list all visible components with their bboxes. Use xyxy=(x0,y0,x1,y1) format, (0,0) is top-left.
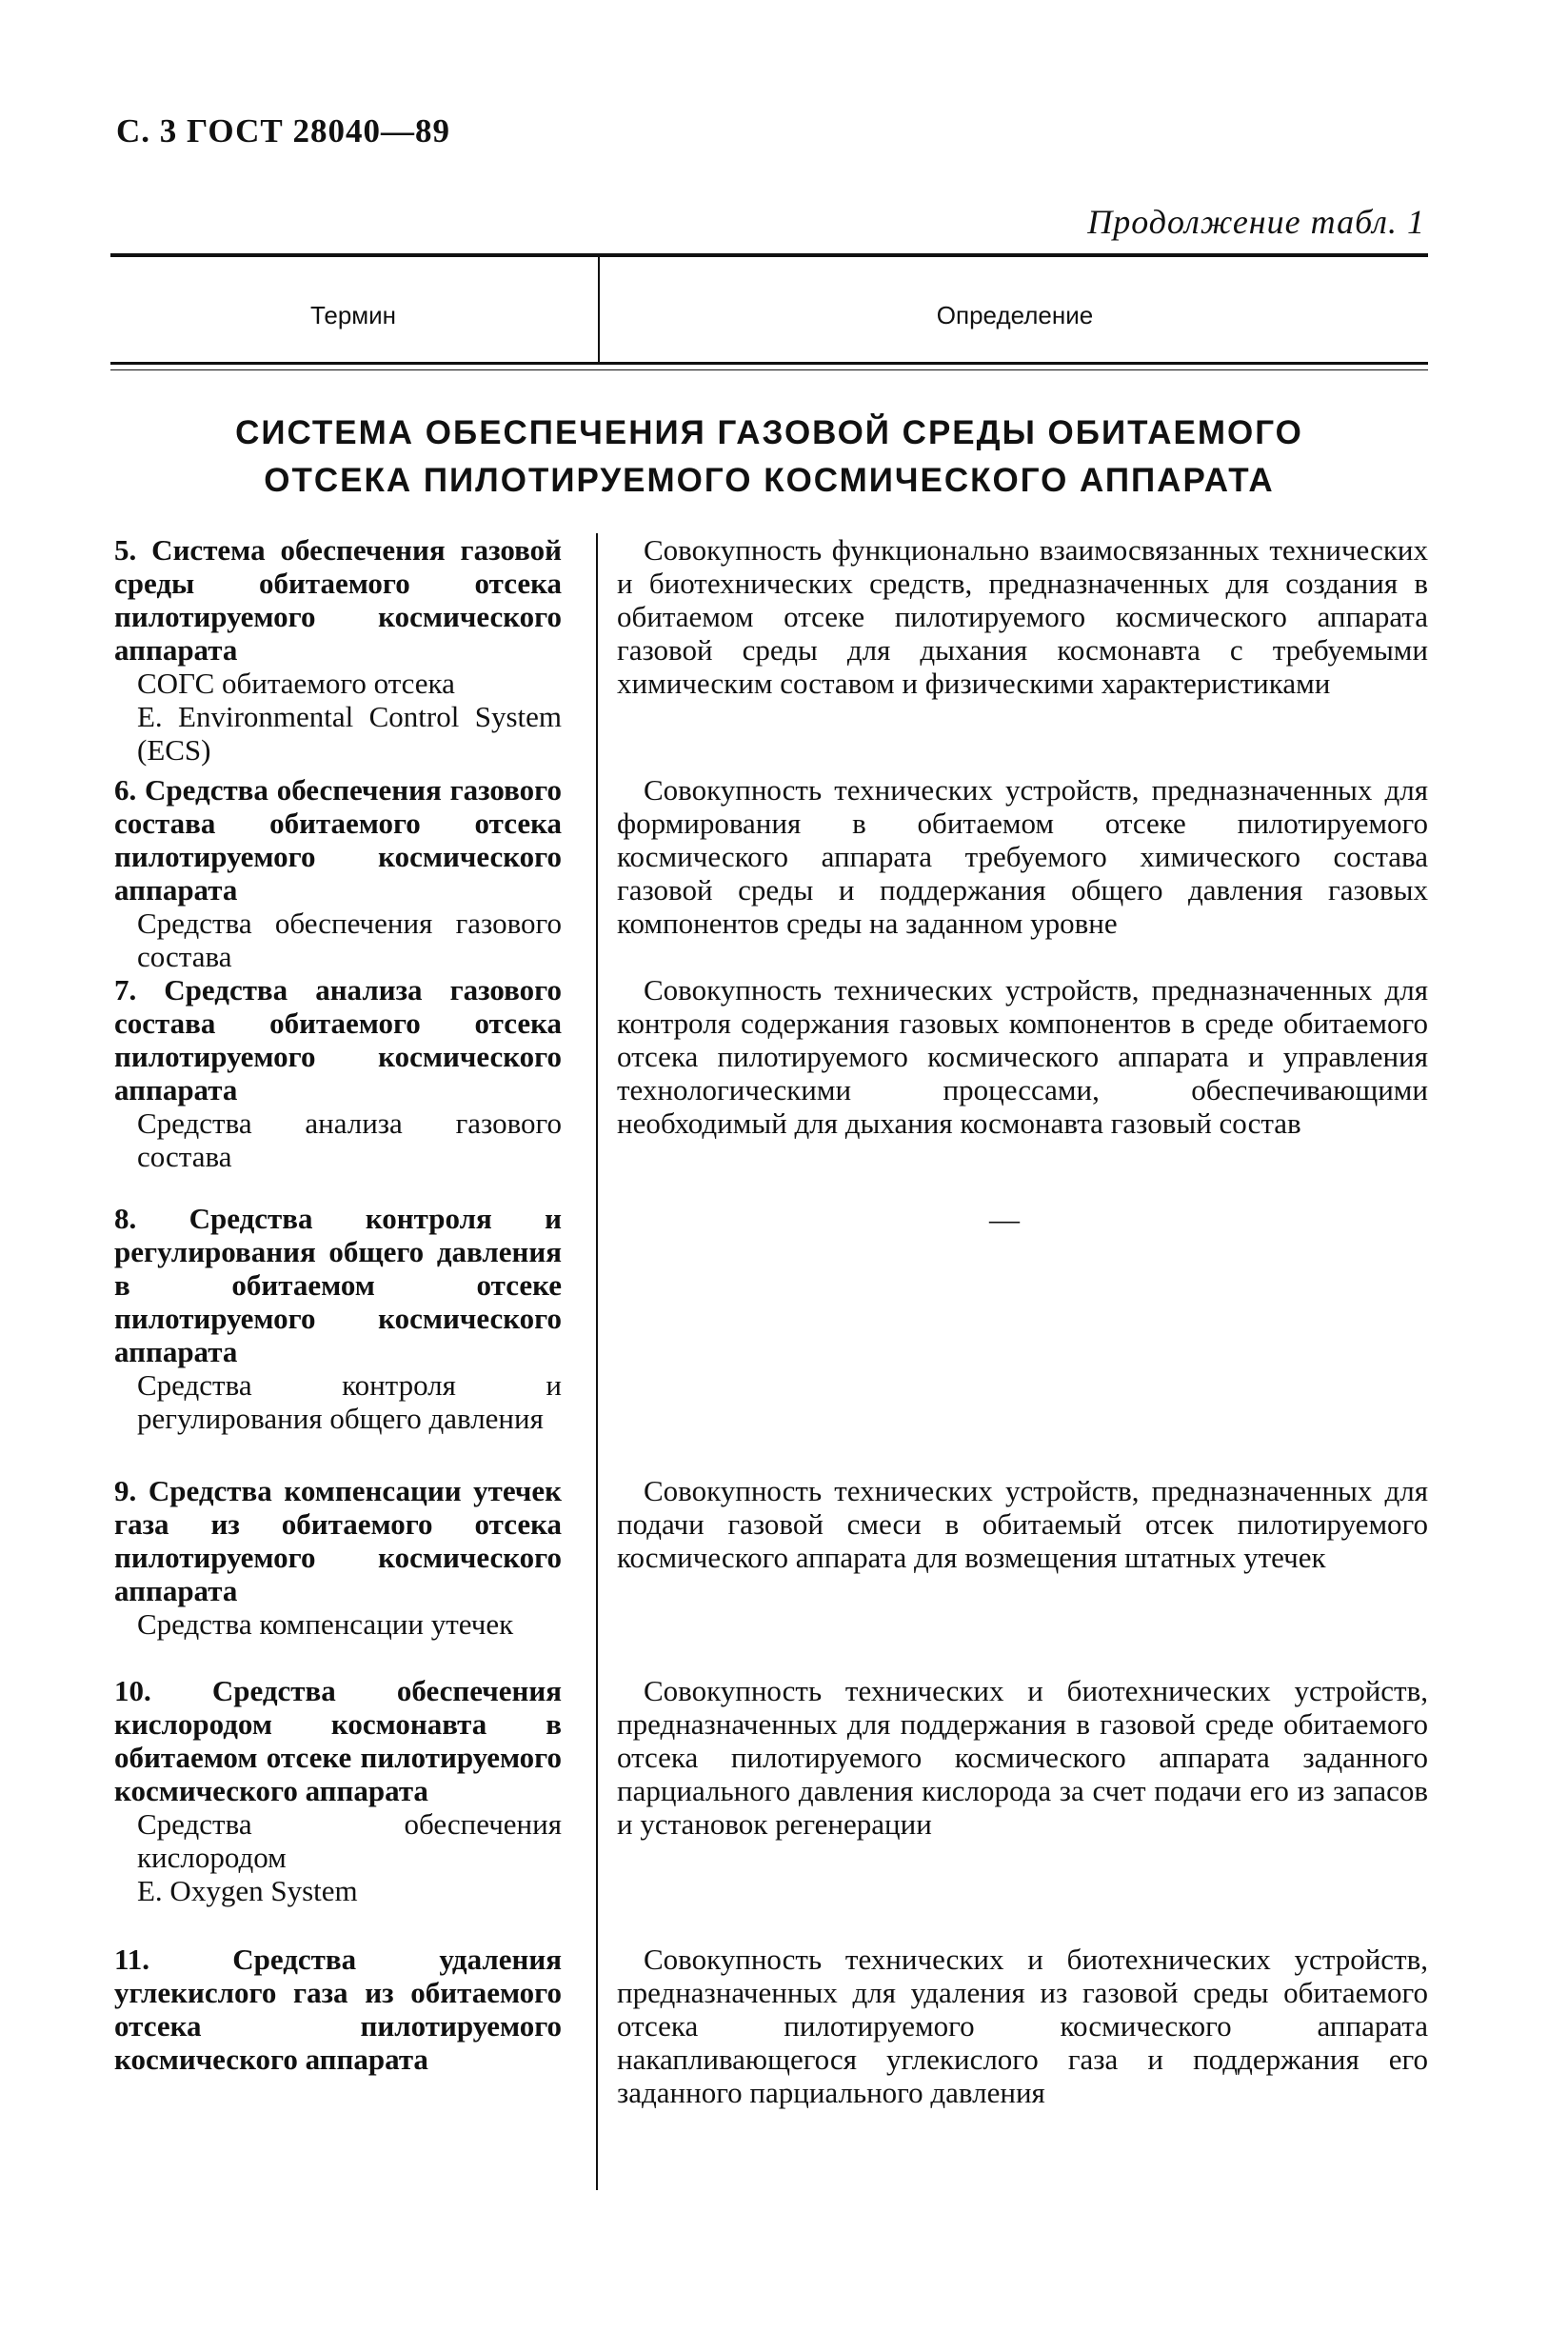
term-synonym: Средства обеспечения кислородом xyxy=(137,1807,562,1874)
column-header-term: Термин xyxy=(309,301,397,329)
term-synonym: Средства контроля и регулирования общего давления xyxy=(137,1368,562,1435)
header-column-divider xyxy=(598,257,600,362)
body-column-divider xyxy=(596,533,598,2190)
term-name: 5. Система обеспечения газовой среды обитаемого отсека пилотируемого космического аппарата xyxy=(114,533,562,667)
definition-entry-10: Совокупность технических и биотехнических устройств, предназначенных для поддержания в газовой среде обитаемого отсека пилотируемого космического аппарата заданного парциального давления кислорода за счет подачи его из запасов и установок регенерации xyxy=(617,1674,1428,1841)
term-name: 10. Средства обеспечения кислородом космонавта в обитаемом отсеке пилотируемого космического аппарата xyxy=(114,1674,562,1807)
definition-entry-8: — xyxy=(989,1202,1020,1236)
page-header: С. 3 ГОСТ 28040—89 xyxy=(116,112,450,149)
term-synonym: Средства анализа газового состава xyxy=(137,1106,562,1173)
column-header-definition: Определение xyxy=(936,301,1094,329)
definition-entry-9: Совокупность технических устройств, предназначенных для подачи газовой смеси в обитаемый отсек пилотируемого космического аппарата для возмещения штатных утечек xyxy=(617,1474,1428,1574)
definition-entry-7: Совокупность технических устройств, предназначенных для контроля содержания газовых компонентов в среде обитаемого отсека пилотируемого космического аппарата и управления технологическими процессами, обеспечивающими необходимый для дыхания космонавта газовый состав xyxy=(617,973,1428,1140)
term-entry-9 xyxy=(114,1474,562,1641)
term-entry-11 xyxy=(114,1943,562,2076)
table-continuation-label: Продолжение табл. 1 xyxy=(1087,203,1425,241)
definition-entry-6: Совокупность технических устройств, предназначенных для формирования в обитаемом отсеке пилотируемого космического аппарата требуемого химического состава газовой среды и поддержания общего давления газовых компонентов среды на заданном уровне xyxy=(617,773,1428,940)
term-name: 11. Средства удаления углекислого газа из обитаемого отсека пилотируемого космического аппарата xyxy=(114,1943,562,2076)
term-name: 8. Средства контроля и регулирования общего давления в обитаемом отсеке пилотируемого космического аппарата xyxy=(114,1202,562,1368)
table-top-rule xyxy=(110,253,1428,257)
section-title xyxy=(110,409,1428,505)
term-name: 6. Средства обеспечения газового состава обитаемого отсека пилотируемого космического аппарата xyxy=(114,773,562,907)
term-name: 7. Средства анализа газового состава обитаемого отсека пилотируемого космического аппарата xyxy=(114,973,562,1106)
term-entry-7 xyxy=(114,973,562,1173)
section-title-line-2: ОТСЕКА ПИЛОТИРУЕМОГО КОСМИЧЕСКОГО АППАРАТА xyxy=(264,462,1275,499)
term-synonym: Средства обеспечения газового состава xyxy=(137,907,562,973)
term-entry-6 xyxy=(114,773,562,973)
term-entry-8 xyxy=(114,1202,562,1435)
definition-entry-11: Совокупность технических и биотехнических устройств, предназначенных для удаления из газовой среды обитаемого отсека пилотируемого космического аппарата накапливающегося углекислого газа и поддержания его заданного парциального давления xyxy=(617,1943,1428,2109)
term-english: E. Environmental Control System (ECS) xyxy=(137,700,562,767)
definition-entry-5: Совокупность функционально взаимосвязанных технических и биотехнических средств, предназначенных для создания в обитаемом отсеке пилотируемого космического аппарата газовой среды для дыхания космонавта с требуемыми химическим составом и физическими характеристиками xyxy=(617,533,1428,700)
section-title-line-1: СИСТЕМА ОБЕСПЕЧЕНИЯ ГАЗОВОЙ СРЕДЫ ОБИТАЕМОГО xyxy=(235,414,1303,451)
term-synonym: Средства компенсации утечек xyxy=(137,1607,514,1641)
term-english: E. Oxygen System xyxy=(137,1874,358,1907)
term-entry-10 xyxy=(114,1674,562,1907)
table-header-rule xyxy=(110,362,1428,365)
table-header-rule-thin xyxy=(110,369,1428,370)
term-name: 9. Средства компенсации утечек газа из обитаемого отсека пилотируемого космического аппарата xyxy=(114,1474,562,1607)
term-entry-5 xyxy=(114,533,562,767)
term-synonym: СОГС обитаемого отсека xyxy=(137,667,455,700)
